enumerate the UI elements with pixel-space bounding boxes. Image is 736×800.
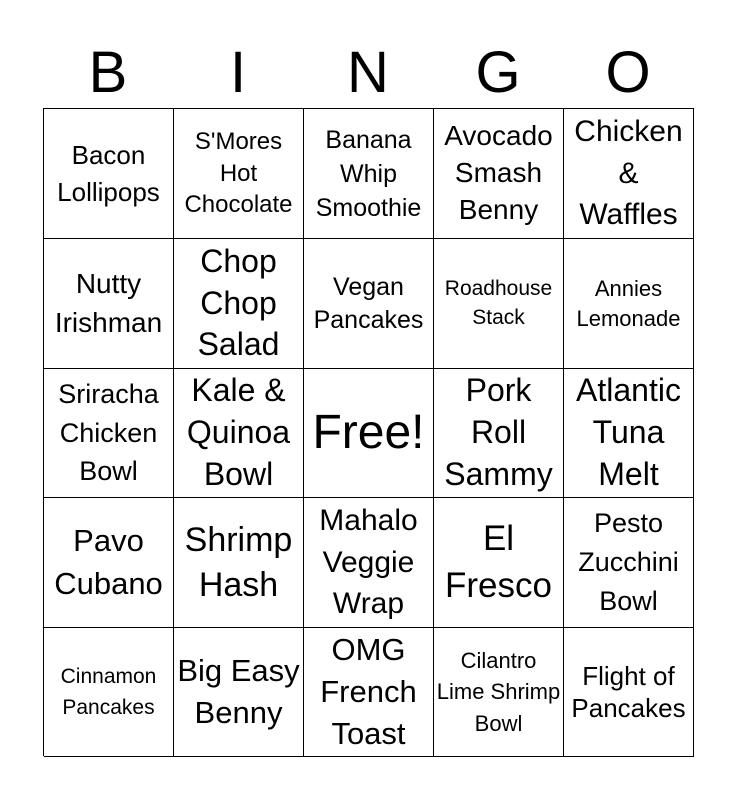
header-letter-o: O: [605, 40, 651, 105]
bingo-cell[interactable]: [434, 369, 564, 498]
bingo-cell[interactable]: [44, 628, 174, 757]
bingo-cell[interactable]: [174, 109, 304, 239]
bingo-cell-label: Free!: [312, 406, 425, 460]
bingo-cell-label: Shrimp Hash: [184, 520, 293, 604]
bingo-cell-label: Sriracha Chicken Bowl: [58, 378, 159, 487]
bingo-cell-label: Pork Roll Sammy: [444, 372, 553, 492]
bingo-cell[interactable]: [564, 239, 694, 369]
bingo-cell[interactable]: [434, 498, 564, 628]
header-letter-b: B: [88, 40, 128, 105]
bingo-header: [43, 38, 693, 108]
bingo-cell[interactable]: [564, 109, 694, 239]
bingo-grid: [43, 108, 694, 756]
bingo-cell-label: El Fresco: [445, 518, 552, 605]
bingo-cell[interactable]: [304, 498, 434, 628]
header-letter-g: G: [475, 40, 521, 105]
header-letter-i: I: [229, 40, 247, 105]
bingo-cell[interactable]: [434, 109, 564, 239]
bingo-cell-label: Banana Whip Smoothie: [315, 125, 422, 222]
bingo-cell-label: Chop Chop Salad: [197, 242, 280, 363]
bingo-cell-free[interactable]: [304, 369, 434, 498]
bingo-cell[interactable]: [564, 498, 694, 628]
bingo-cell[interactable]: [434, 628, 564, 757]
bingo-cell-label: Bacon Lollipops: [57, 140, 160, 207]
bingo-cell-label: Cinnamon Pancakes: [60, 664, 157, 719]
bingo-cell[interactable]: [174, 628, 304, 757]
bingo-cell[interactable]: [174, 239, 304, 369]
bingo-cell[interactable]: [174, 498, 304, 628]
bingo-cell[interactable]: [304, 628, 434, 757]
bingo-cell-label: Chicken & Waffles: [574, 115, 683, 232]
bingo-cell-label: Atlantic Tuna Melt: [576, 372, 681, 492]
bingo-cell-label: Kale & Quinoa Bowl: [186, 372, 291, 492]
bingo-cell-label: Big Easy Benny: [177, 653, 300, 730]
bingo-cell-label: Avocado Smash Benny: [444, 120, 553, 225]
bingo-cell[interactable]: [304, 109, 434, 239]
bingo-cell[interactable]: [44, 239, 174, 369]
bingo-cell-label: Annies Lemonade: [576, 275, 681, 331]
bingo-cell[interactable]: [44, 369, 174, 498]
bingo-cell[interactable]: [564, 369, 694, 498]
bingo-cell[interactable]: [44, 109, 174, 239]
bingo-cell-label: S'Mores Hot Chocolate: [184, 127, 293, 219]
bingo-cell[interactable]: [564, 628, 694, 757]
bingo-cell-label: Roadhouse Stack: [444, 276, 553, 329]
header-letter-n: N: [347, 40, 389, 105]
bingo-cell-label: Pavo Cubano: [54, 523, 163, 601]
bingo-cell-label: OMG French Toast: [320, 632, 417, 751]
bingo-cell-label: Cilantro Lime Shrimp Bowl: [436, 648, 561, 736]
bingo-cell[interactable]: [174, 369, 304, 498]
bingo-cell-label: Mahalo Veggie Wrap: [319, 504, 418, 621]
bingo-cell-label: Flight of Pancakes: [571, 660, 686, 723]
bingo-cell-label: Nutty Irishman: [54, 268, 163, 338]
bingo-cell-label: Vegan Pancakes: [313, 273, 424, 334]
bingo-cell-label: Pesto Zucchini Bowl: [578, 508, 679, 616]
bingo-cell[interactable]: [434, 239, 564, 369]
bingo-cell[interactable]: [44, 498, 174, 628]
bingo-cell[interactable]: [304, 239, 434, 369]
